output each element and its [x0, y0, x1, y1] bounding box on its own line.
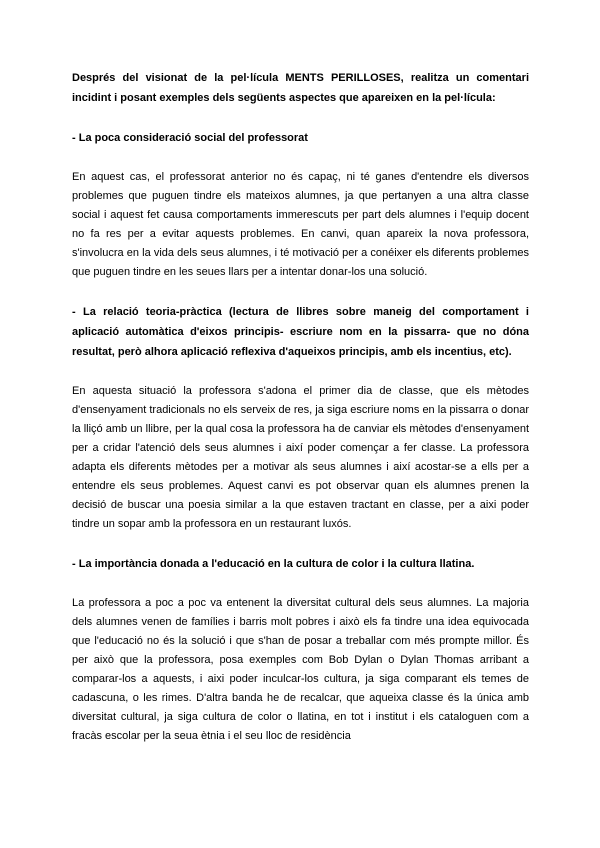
section-heading-education-culture: - La importància donada a l'educació en la cultura de color i la cultura llatina.	[72, 558, 475, 570]
document-page	[72, 68, 529, 746]
section-body-theory-practice: En aquesta situació la professora s'adona el primer dia de classe, que els mètodes d'ensenyament tradicionals no els serveix de res, ja siga escriure noms en la pissarra o donar la lliçó amb un llibre, per la qual cosa la professora ha de canviar els mètodes d'ensenyament per a cridar l'atenció dels seus alumnes i així poder començar a fer classe. La professora adapta els diferents mètodes per a motivar als seus alumnes i així acostar-se a ells per a entendre els seus problemes. Aquest canvi es pot observar quan els alumnes prenen la decisió de buscar una poesia similar a la que estaven tractant en classe, per a aixi poder tindre un sopar amb la professora en un restaurant luxós.	[72, 385, 529, 530]
section-body-teacher-status: En aquest cas, el professorat anterior no és capaç, ni té ganes d'entendre els diversos problemes que puguen tindre els mateixos alumnes, ja que pertanyen a una altra classe social i aquest fet causa comportaments immerescuts per part dels alumnes i l'equip docent no fa res per a evitar aquests problemes. En canvi, quan apareix la nova professora, s'involucra en la vida dels seus alumnes, i té motivació per a conéixer els diferents problemes que puguen tindre en les seues llars per a intentar donar-los una solució.	[72, 171, 529, 278]
section-body-education-culture: La professora a poc a poc va entenent la diversitat cultural dels seus alumnes. La majoria dels alumnes venen de famílies i barris molt pobres i això els fa tindre una idea equivocada que l'educació no és la solució i que s'han de posar a treballar com més prompte millor. És per això que la professora, posa exemples com Bob Dylan o Dylan Thomas arribant a comparar-los a aquests, i aixi poder inculcar-los cultura, ja siga comparant els temes de cadascuna, o les rimes. D'altra banda he de recalcar, que aqueixa classe és la única amb diversitat cultural, ja siga cultura de color o llatina, en tot i institut i els cataloguen com a fracàs escolar per la seua ètnia i el seu lloc de residència	[72, 597, 529, 742]
assignment-prompt: Després del visionat de la pel·lícula MENTS PERILLOSES, realitza un comentari incidint i posant exemples dels següents aspectes que apareixen en la pel·lícula:	[72, 72, 529, 104]
section-heading-theory-practice: - La relació teoria-pràctica (lectura de llibres sobre maneig del comportament i aplicació automàtica d'eixos principis- escriure nom en la pissarra- que no dóna resultat, però alhora aplicació reflexiva d'aqueixos principis, amb els incentius, etc).	[72, 306, 529, 358]
section-heading-teacher-status: - La poca consideració social del professorat	[72, 132, 308, 144]
